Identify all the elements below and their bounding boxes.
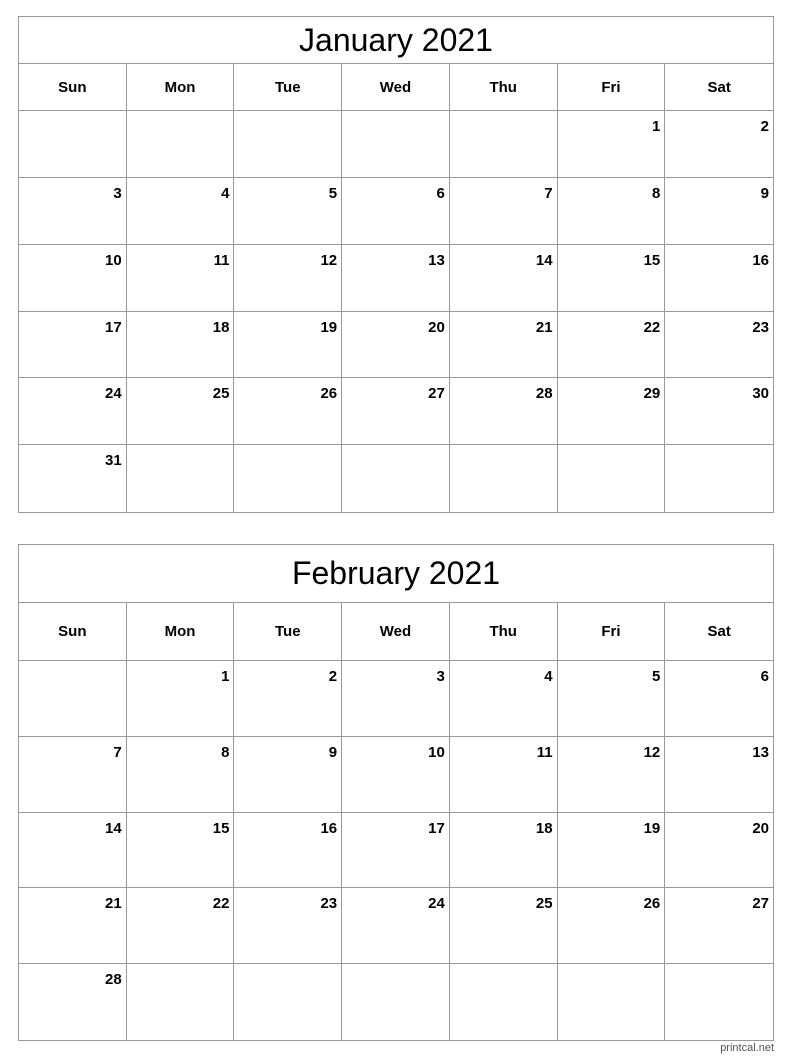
day-number: 7 bbox=[544, 184, 553, 202]
day-cell bbox=[558, 445, 666, 512]
day-number: 23 bbox=[320, 895, 338, 913]
day-number: 5 bbox=[328, 184, 338, 202]
day-cell bbox=[342, 312, 450, 379]
day-cell bbox=[234, 245, 342, 312]
day-cell bbox=[665, 661, 773, 737]
day-number: 25 bbox=[535, 895, 553, 913]
calendar-january bbox=[18, 16, 774, 513]
weekday-header: Fri bbox=[558, 64, 666, 111]
day-number: 26 bbox=[320, 385, 338, 403]
day-number: 23 bbox=[752, 318, 769, 336]
weekday-header: Tue bbox=[234, 64, 342, 111]
day-cell bbox=[558, 111, 666, 178]
month-title: January 2021 bbox=[19, 17, 773, 64]
day-number: 24 bbox=[105, 385, 122, 403]
day-cell bbox=[342, 245, 450, 312]
day-number: 8 bbox=[651, 184, 661, 202]
day-cell bbox=[450, 813, 558, 889]
weekday-header: Tue bbox=[234, 603, 342, 661]
day-number: 15 bbox=[212, 819, 230, 837]
day-number: 3 bbox=[113, 184, 122, 202]
day-cell bbox=[665, 813, 773, 889]
weekday-header: Wed bbox=[342, 64, 450, 111]
day-cell bbox=[450, 445, 558, 512]
weekday-header: Sun bbox=[19, 603, 127, 661]
day-number: 16 bbox=[320, 819, 338, 837]
day-cell bbox=[342, 178, 450, 245]
weekday-header: Fri bbox=[558, 603, 666, 661]
day-number: 5 bbox=[651, 668, 661, 685]
day-cell bbox=[665, 888, 773, 964]
day-cell bbox=[127, 245, 235, 312]
day-cell bbox=[665, 178, 773, 245]
day-number: 31 bbox=[105, 452, 122, 470]
calendar-february bbox=[18, 544, 774, 1041]
day-cell bbox=[234, 111, 342, 178]
day-number: 9 bbox=[760, 184, 769, 202]
day-cell bbox=[342, 661, 450, 737]
day-number: 15 bbox=[643, 251, 661, 269]
day-number: 9 bbox=[328, 743, 338, 761]
day-cell bbox=[558, 813, 666, 889]
day-cell bbox=[665, 312, 773, 379]
day-number: 28 bbox=[535, 385, 553, 403]
day-cell bbox=[234, 178, 342, 245]
day-cell bbox=[558, 661, 666, 737]
day-cell bbox=[234, 312, 342, 379]
day-cell bbox=[127, 178, 235, 245]
day-number: 13 bbox=[752, 743, 769, 761]
day-cell bbox=[558, 888, 666, 964]
day-cell bbox=[127, 312, 235, 379]
weekday-header: Sat bbox=[665, 64, 773, 111]
day-cell bbox=[234, 378, 342, 445]
day-number: 8 bbox=[221, 743, 230, 761]
day-number: 3 bbox=[436, 668, 445, 685]
day-cell bbox=[558, 378, 666, 445]
day-number: 28 bbox=[105, 971, 122, 989]
day-cell bbox=[19, 245, 127, 312]
day-number: 12 bbox=[320, 251, 338, 269]
day-cell bbox=[127, 661, 235, 737]
day-number: 18 bbox=[212, 318, 230, 336]
day-cell bbox=[127, 111, 235, 178]
day-cell bbox=[19, 964, 127, 1040]
day-cell bbox=[234, 737, 342, 813]
day-cell bbox=[665, 378, 773, 445]
day-number: 24 bbox=[428, 895, 445, 913]
day-number: 11 bbox=[536, 743, 553, 761]
day-cell bbox=[19, 378, 127, 445]
day-number: 19 bbox=[643, 819, 661, 837]
day-number: 27 bbox=[752, 895, 769, 913]
day-cell bbox=[234, 445, 342, 512]
day-number: 13 bbox=[428, 251, 445, 269]
day-cell bbox=[558, 178, 666, 245]
day-cell bbox=[665, 111, 773, 178]
day-cell bbox=[127, 888, 235, 964]
day-cell bbox=[450, 312, 558, 379]
day-number: 14 bbox=[535, 251, 553, 269]
day-cell bbox=[127, 813, 235, 889]
day-cell bbox=[665, 964, 773, 1040]
day-cell bbox=[342, 111, 450, 178]
day-number: 12 bbox=[643, 743, 661, 761]
day-cell bbox=[450, 661, 558, 737]
day-number: 21 bbox=[535, 318, 553, 336]
day-cell bbox=[127, 445, 235, 512]
day-number: 29 bbox=[643, 385, 661, 403]
day-cell bbox=[342, 813, 450, 889]
day-cell bbox=[450, 111, 558, 178]
day-cell bbox=[19, 661, 127, 737]
day-number: 7 bbox=[113, 743, 122, 761]
day-number: 1 bbox=[651, 118, 661, 135]
weekday-header: Thu bbox=[450, 64, 558, 111]
day-cell bbox=[19, 111, 127, 178]
weekday-header: Sun bbox=[19, 64, 127, 111]
day-cell bbox=[450, 178, 558, 245]
day-number: 4 bbox=[221, 184, 230, 202]
day-number: 25 bbox=[212, 385, 230, 403]
day-cell bbox=[342, 445, 450, 512]
day-cell bbox=[342, 964, 450, 1040]
day-number: 16 bbox=[752, 251, 769, 269]
day-number: 22 bbox=[643, 318, 661, 336]
day-number: 17 bbox=[428, 819, 445, 837]
day-number: 2 bbox=[328, 668, 338, 685]
day-number: 22 bbox=[212, 895, 230, 913]
weekday-header: Thu bbox=[450, 603, 558, 661]
day-cell bbox=[19, 178, 127, 245]
day-number: 27 bbox=[428, 385, 445, 403]
day-cell bbox=[127, 737, 235, 813]
day-cell bbox=[558, 312, 666, 379]
day-cell bbox=[234, 964, 342, 1040]
day-cell bbox=[450, 378, 558, 445]
weekday-header: Mon bbox=[127, 603, 235, 661]
day-cell bbox=[127, 378, 235, 445]
day-cell bbox=[234, 813, 342, 889]
day-number: 21 bbox=[105, 895, 122, 913]
day-number: 14 bbox=[105, 819, 122, 837]
weekday-header: Sat bbox=[665, 603, 773, 661]
day-number: 26 bbox=[643, 895, 661, 913]
day-number: 1 bbox=[221, 668, 230, 685]
day-cell bbox=[234, 888, 342, 964]
day-number: 6 bbox=[760, 668, 769, 685]
day-number: 10 bbox=[105, 251, 122, 269]
day-cell bbox=[665, 445, 773, 512]
day-cell bbox=[19, 312, 127, 379]
day-cell bbox=[342, 378, 450, 445]
day-cell bbox=[450, 964, 558, 1040]
day-cell bbox=[558, 245, 666, 312]
day-cell bbox=[19, 813, 127, 889]
month-title: February 2021 bbox=[19, 545, 773, 603]
footer-credit: printcal.net bbox=[720, 1042, 774, 1054]
day-number: 20 bbox=[428, 318, 445, 336]
day-number: 17 bbox=[105, 318, 122, 336]
day-number: 18 bbox=[535, 819, 553, 837]
day-number: 4 bbox=[544, 668, 553, 685]
day-cell bbox=[127, 964, 235, 1040]
day-cell bbox=[665, 737, 773, 813]
day-number: 10 bbox=[428, 743, 445, 761]
weekday-header: Wed bbox=[342, 603, 450, 661]
day-cell bbox=[558, 964, 666, 1040]
day-cell bbox=[558, 737, 666, 813]
day-cell bbox=[342, 737, 450, 813]
weekday-header: Mon bbox=[127, 64, 235, 111]
day-number: 20 bbox=[752, 819, 769, 837]
day-number: 2 bbox=[760, 118, 769, 135]
day-cell bbox=[19, 737, 127, 813]
day-cell bbox=[450, 245, 558, 312]
day-cell bbox=[450, 737, 558, 813]
day-cell bbox=[234, 661, 342, 737]
day-cell bbox=[19, 888, 127, 964]
day-number: 6 bbox=[436, 184, 445, 202]
day-number: 11 bbox=[213, 251, 230, 269]
day-number: 30 bbox=[752, 385, 769, 403]
day-cell bbox=[342, 888, 450, 964]
day-cell bbox=[450, 888, 558, 964]
day-cell bbox=[665, 245, 773, 312]
day-number: 19 bbox=[320, 318, 338, 336]
day-cell bbox=[19, 445, 127, 512]
